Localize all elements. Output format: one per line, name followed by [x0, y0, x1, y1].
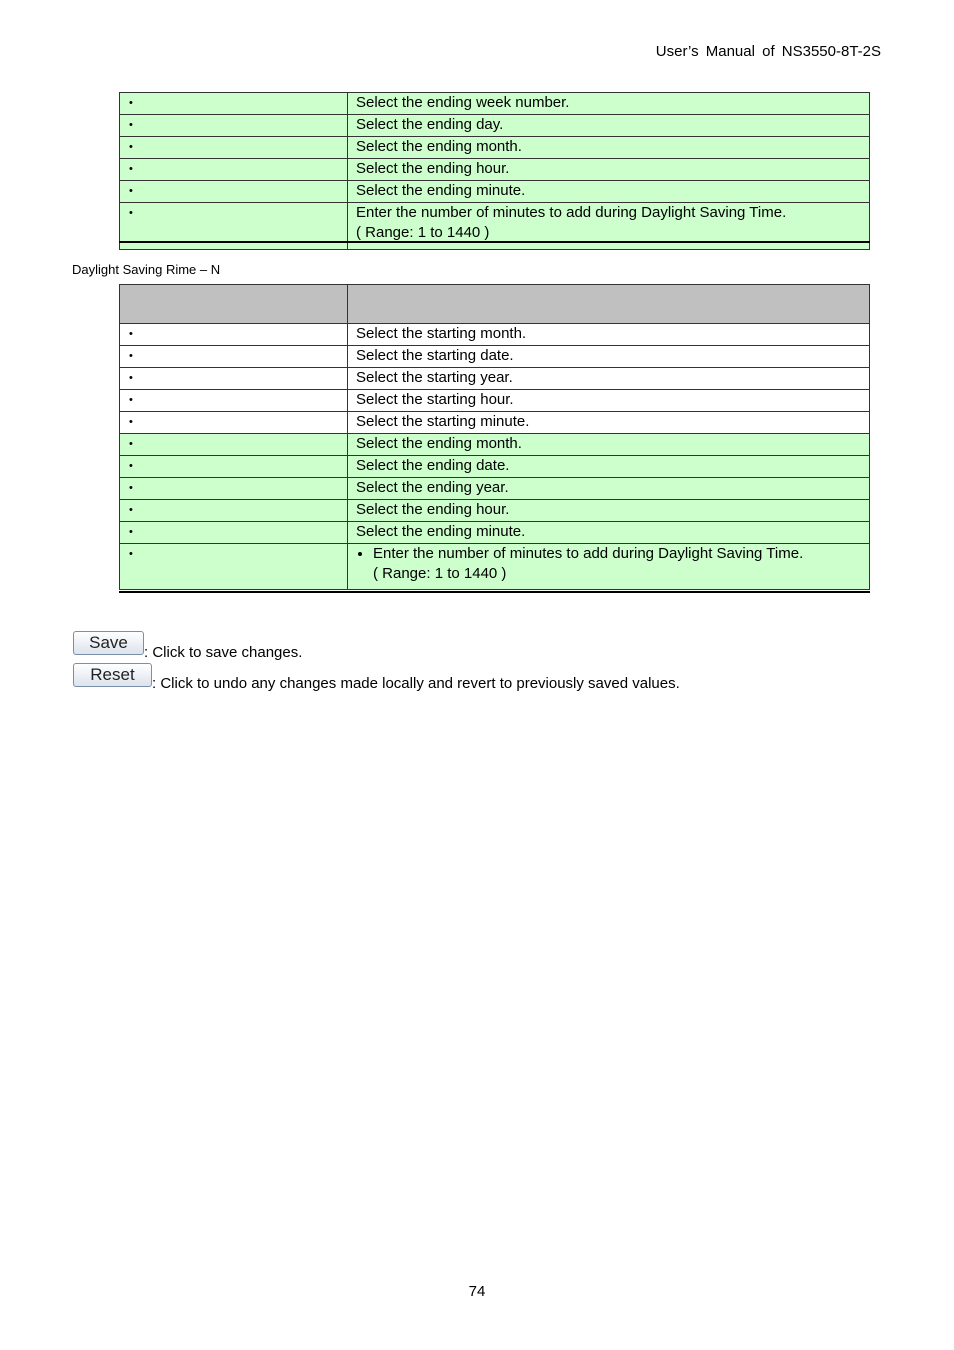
table-header-row: [120, 285, 870, 324]
description-cell: Select the ending day.: [348, 115, 870, 137]
object-cell: •: [120, 181, 348, 203]
description-cell: Select the ending minute.: [348, 181, 870, 203]
description-cell: Select the starting month.: [348, 324, 870, 346]
description-cell: Select the ending minute.: [348, 522, 870, 544]
page-number: 74: [468, 1283, 486, 1300]
table-row: [120, 181, 870, 203]
object-header: [120, 285, 348, 324]
description-cell: Select the starting date.: [348, 346, 870, 368]
object-cell: •: [120, 159, 348, 181]
object-cell: •: [120, 390, 348, 412]
object-cell: •: [120, 544, 348, 590]
table-row: [120, 412, 870, 434]
object-cell: •: [120, 478, 348, 500]
description-line: Enter the number of minutes to add during Daylight Saving Time.: [356, 204, 787, 221]
ending-time-parameter-table: [119, 92, 870, 250]
description-cell: Select the ending hour.: [348, 159, 870, 181]
object-cell: •: [120, 324, 348, 346]
description-line: • Enter the number of minutes to add during Daylight Saving Time.: [373, 544, 861, 564]
table-row: [120, 478, 870, 500]
description-cell: Select the starting hour.: [348, 390, 870, 412]
table-row: [120, 159, 870, 181]
table-row: [120, 368, 870, 390]
table-row: [120, 522, 870, 544]
object-cell: •: [120, 456, 348, 478]
description-cell: Select the ending year.: [348, 478, 870, 500]
save-button[interactable]: Save: [73, 631, 144, 655]
table-row: [120, 434, 870, 456]
description-cell: Select the ending date.: [348, 456, 870, 478]
description-cell: Select the ending month.: [348, 434, 870, 456]
description-header: [348, 285, 870, 324]
table-caption: Daylight Saving Rime – N: [72, 262, 221, 277]
table-row: [120, 456, 870, 478]
table-row: [120, 137, 870, 159]
object-cell: •: [120, 434, 348, 456]
table-bottom-rule: [119, 591, 870, 593]
object-cell: •: [120, 93, 348, 115]
object-cell: •: [120, 203, 348, 250]
object-cell: •: [120, 137, 348, 159]
reset-button[interactable]: Reset: [73, 663, 152, 687]
object-cell: •: [120, 368, 348, 390]
description-cell: Select the starting minute.: [348, 412, 870, 434]
table-row: [120, 500, 870, 522]
table-row: [120, 390, 870, 412]
object-cell: •: [120, 115, 348, 137]
description-cell: Select the ending hour.: [348, 500, 870, 522]
table-row: [120, 346, 870, 368]
object-cell: •: [120, 412, 348, 434]
description-list: [356, 544, 861, 564]
page-header-title: User’s Manual of NS3550-8T-2S: [655, 43, 881, 60]
description-cell: Select the ending month.: [348, 137, 870, 159]
object-cell: •: [120, 500, 348, 522]
table-row: [120, 115, 870, 137]
description-cell: Select the starting year.: [348, 368, 870, 390]
reset-button-description: : Click to undo any changes made locally and revert to previously saved values.: [152, 675, 680, 692]
table-row: [120, 544, 870, 590]
table-row: [120, 93, 870, 115]
save-button-description: : Click to save changes.: [144, 644, 303, 661]
object-cell: •: [120, 522, 348, 544]
table-row: [120, 324, 870, 346]
range-note: ( Range: 1 to 1440 ): [373, 565, 507, 582]
object-cell: •: [120, 346, 348, 368]
daylight-saving-parameter-table: [119, 284, 870, 590]
description-cell: [348, 544, 870, 590]
description-cell: Select the ending week number.: [348, 93, 870, 115]
range-note: ( Range: 1 to 1440 ): [356, 224, 490, 241]
table-bottom-rule: [119, 241, 870, 243]
